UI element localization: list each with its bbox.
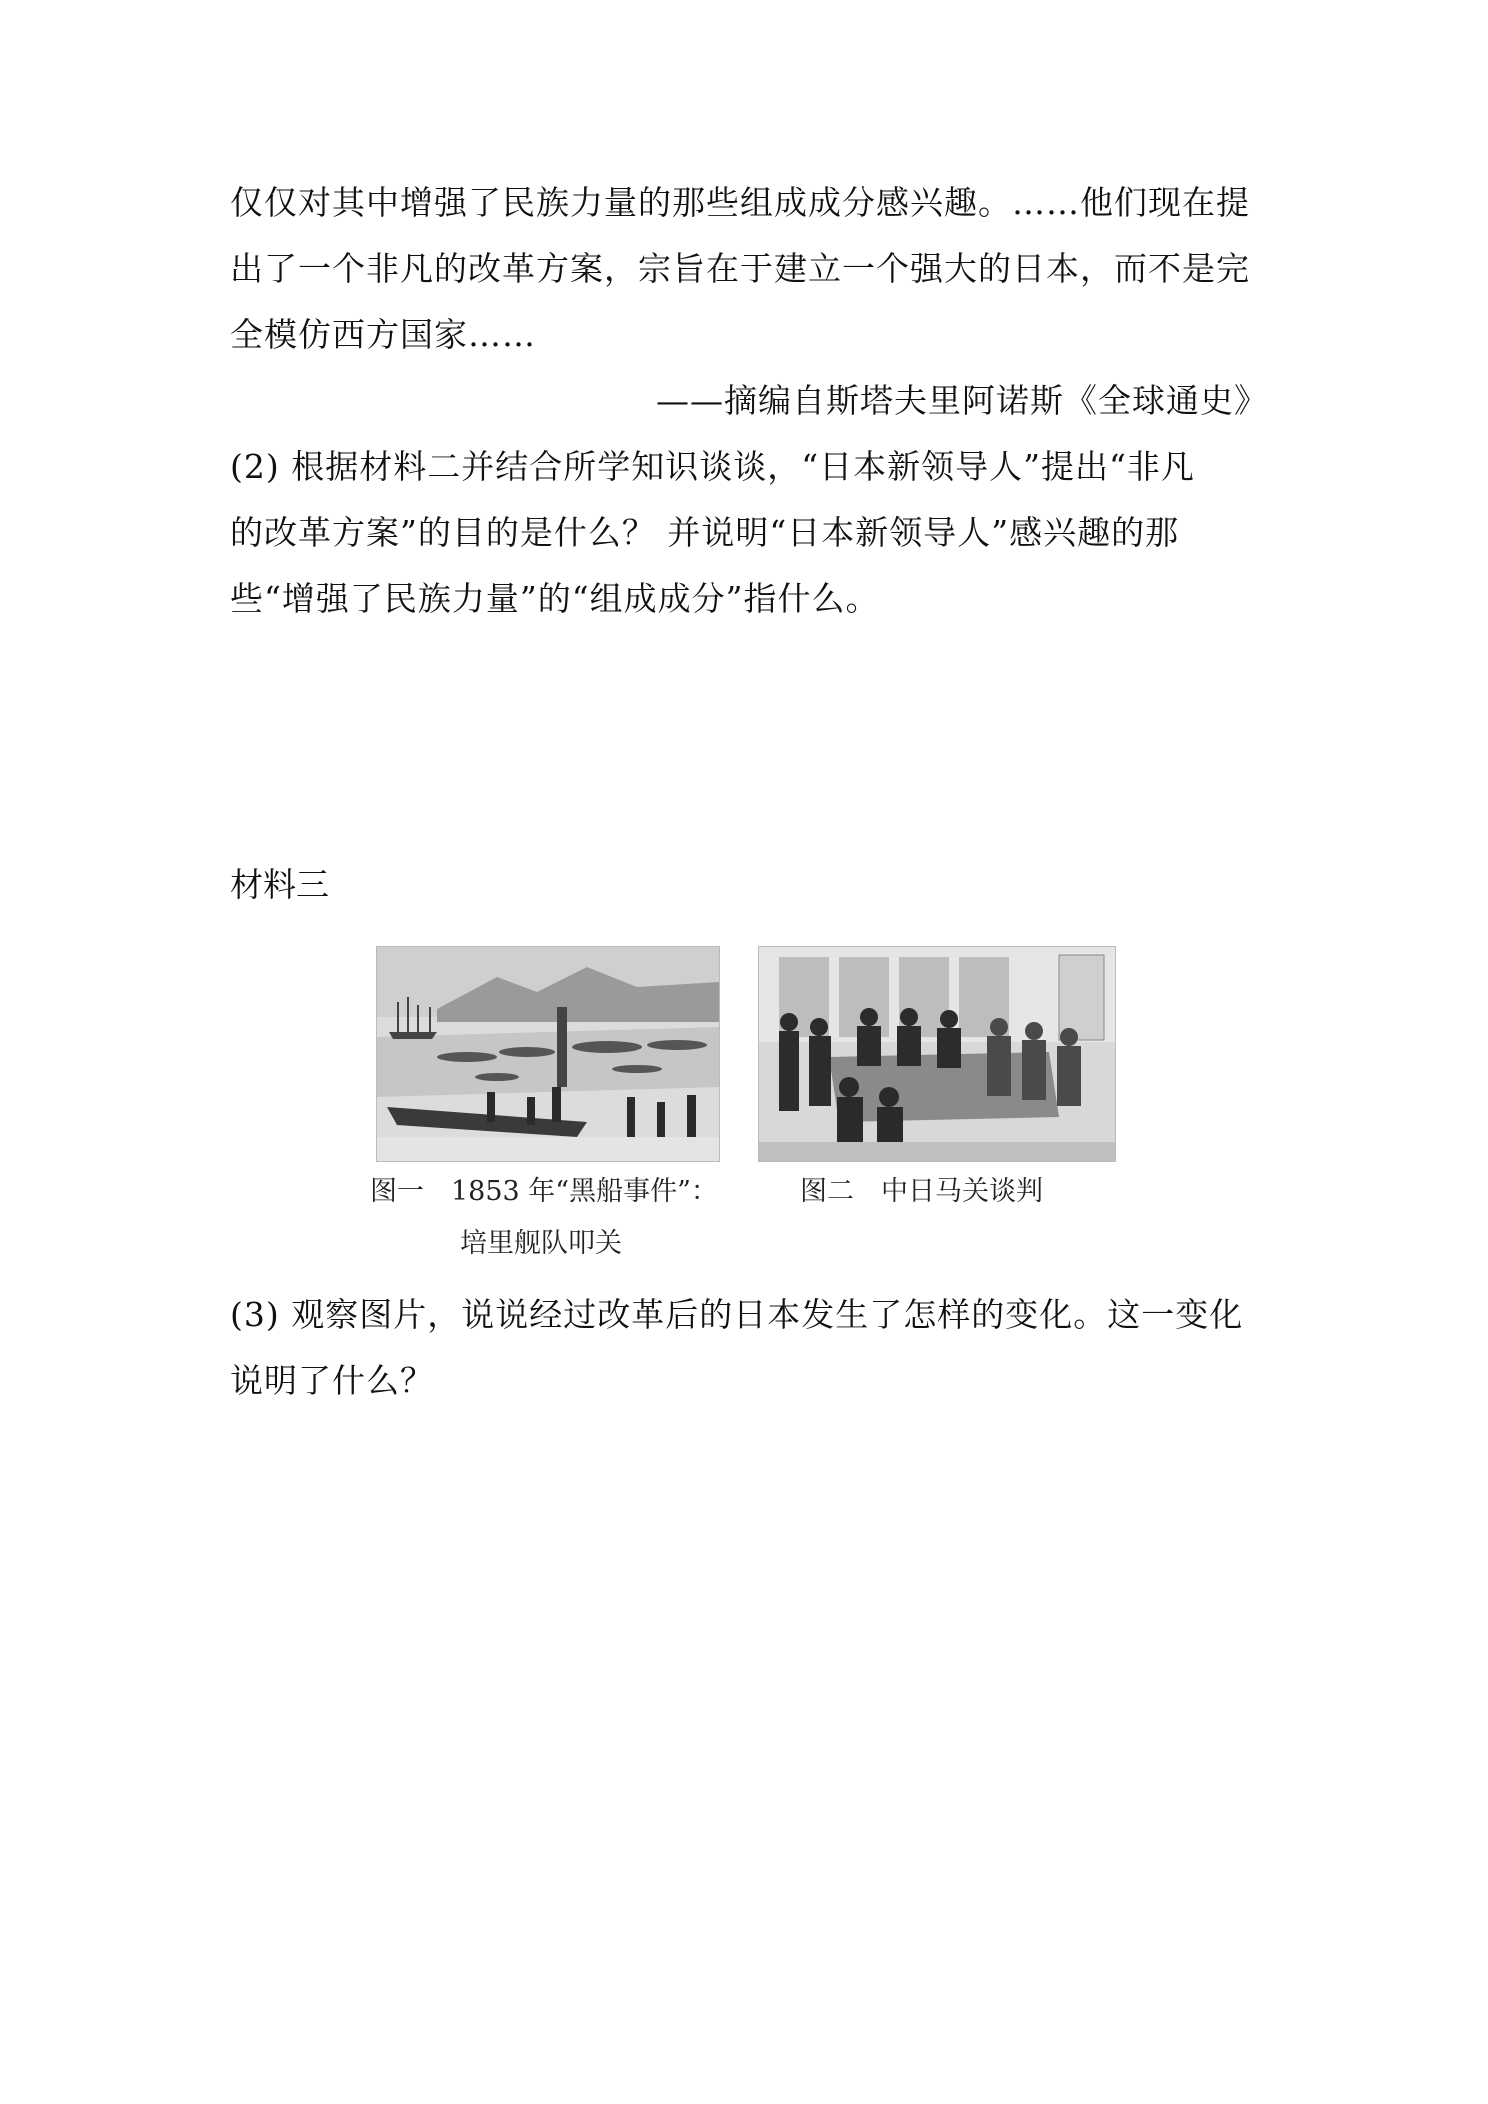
material2-line-3: 全模仿西方国家…… <box>230 315 536 354</box>
material2-text <box>230 170 1270 368</box>
question2-line-2: 的改革方案”的目的是什么？ 并说明“日本新领导人”感兴趣的那 <box>230 513 1180 552</box>
material2-line-1: 仅仅对其中增强了民族力量的那些组成成分感兴趣。……他们现在提 <box>230 183 1250 222</box>
question2-line-3: 些“增强了民族力量”的“组成成分”指什么。 <box>230 579 880 618</box>
material3-label: 材料三 <box>230 865 329 904</box>
figure-1-black-ships-image <box>376 946 720 1162</box>
question-2 <box>230 434 1270 632</box>
figure-2-shimonoseki-negotiation-image <box>758 946 1116 1162</box>
figure-1-caption-line-2: 培里舰队叩关 <box>460 1228 622 1259</box>
question3-line-2: 说明了什么？ <box>230 1361 434 1400</box>
question-3 <box>230 1282 1270 1414</box>
material2-source: ——摘编自斯塔夫里阿诺斯《全球通史》 <box>656 381 1268 420</box>
question2-line-1: (2) 根据材料二并结合所学知识谈谈，“日本新领导人”提出“非凡 <box>230 447 1195 486</box>
material2-line-2: 出了一个非凡的改革方案，宗旨在于建立一个强大的日本，而不是完 <box>230 249 1250 288</box>
figure-1-caption-line-1: 图一 1853 年“黑船事件”： <box>370 1176 718 1207</box>
question3-line-1: (3) 观察图片，说说经过改革后的日本发生了怎样的变化。这一变化 <box>230 1295 1244 1334</box>
figure-2-caption: 图二 中日马关谈判 <box>800 1176 1043 1207</box>
